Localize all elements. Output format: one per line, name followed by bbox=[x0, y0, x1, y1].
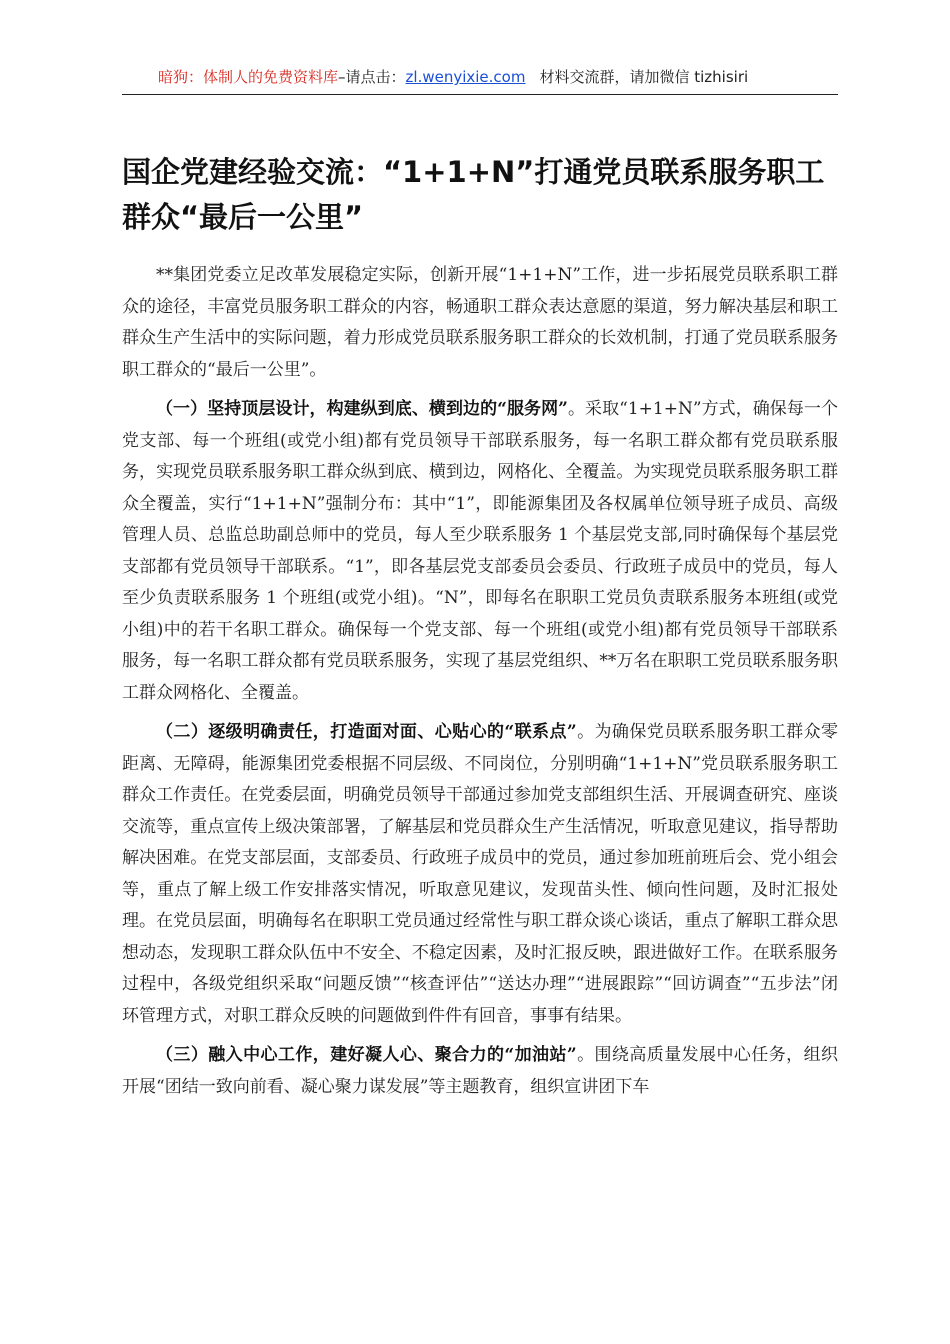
site-name: 暗狗：体制人的免费资料库 bbox=[158, 68, 339, 86]
section-heading-2: （二）逐级明确责任，打造面对面、心贴心的“联系点” bbox=[156, 722, 577, 742]
section-heading-3: （三）融入中心工作，建好凝人心、聚合力的“加油站” bbox=[156, 1045, 577, 1065]
site-link[interactable]: zl.wenyixie.com bbox=[405, 68, 526, 86]
click-prompt: –请点击： bbox=[338, 68, 406, 86]
page-header bbox=[122, 66, 838, 95]
contact-info: 材料交流群，请加微信 tizhisiri bbox=[539, 68, 749, 86]
intro-paragraph: **集团党委立足改革发展稳定实际，创新开展“1+1+N”工作，进一步拓展党员联系职工群众的途径，丰富党员服务职工群众的内容，畅通职工群众表达意愿的渠道，努力解决基层和职工群众生产生活中的实际问题，着力形成党员联系服务职工群众的长效机制，打通了党员联系服务职工群众的“最后一公里”。 bbox=[122, 265, 838, 380]
section-paragraph-2 bbox=[122, 717, 838, 1032]
page-title: 国企党建经验交流：“1+1+N”打通党员联系服务职工群众“最后一公里” bbox=[122, 155, 825, 234]
section-paragraph-1 bbox=[122, 394, 838, 709]
section-paragraph-3 bbox=[122, 1040, 838, 1103]
section-text-3: 。围绕高质量发展中心任务，组织开展“团结一致向前看、凝心聚力谋发展”等主题教育，组织宣讲团下车 bbox=[122, 1045, 838, 1097]
section-text-2: 。为确保党员联系服务职工群众零距离、无障碍，能源集团党委根据不同层级、不同岗位，分别明确“1+1+N”党员联系服务职工群众工作责任。在党委层面，明确党员领导干部通过参加党支部组织生活、开展调查研究、座谈交流等，重点宣传上级决策部署，了解基层和党员群众生产生活情况，听取意见建议，指导帮助解决困难。在党支部层面，支部委员、行政班子成员中的党员，通过参加班前班后会、党小组会等，重点了解上级工作安排落实情况，听取意见建议，发现苗头性、倾向性问题，及时汇报处理。在党员层面，明确每名在职职工党员通过经常性与职工群众谈心谈话，重点了解职工群众思想动态，发现职工群众队伍中不安全、不稳定因素，及时汇报反映，跟进做好工作。在联系服务过程中，各级党组织采取“问题反馈”“核查评估”“送达办理”“进展跟踪”“回访调查”“五步法”闭环管理方式，对职工群众反映的问题做到件件有回音，事事有结果。 bbox=[122, 722, 838, 1026]
section-text-1: 。采取“1+1+N”方式，确保每一个党支部、每一个班组(或党小组)都有党员领导干部联系服务，每一名职工群众都有党员联系服务，实现党员联系服务职工群众纵到底、横到边，网格化、全覆盖。为实现党员联系服务职工群众全覆盖，实行“1+1+N”强制分布：其中“1”，即能源集团及各权属单位领导班子成员、高级管理人员、总监总助副总师中的党员，每人至少联系服务 1 个基层党支部,同时确保每个基层党支部都有党员领导干部联系。“1”，即各基层党支部委员会委员、行政班子成员中的党员，每人至少负责联系服务 1 个班组(或党小组)。“N”，即每名在职职工党员负责联系服务本班组(或党小组)中的若干名职工群众。确保每一个党支部、每一个班组(或党小组)都有党员领导干部联系服务，每一名职工群众都有党员联系服务，实现了基层党组织、**万名在职职工党员联系服务职工群众网格化、全覆盖。 bbox=[122, 399, 838, 703]
section-heading-1: （一）坚持顶层设计，构建纵到底、横到边的“服务网” bbox=[156, 399, 568, 419]
document-body bbox=[122, 260, 838, 1111]
